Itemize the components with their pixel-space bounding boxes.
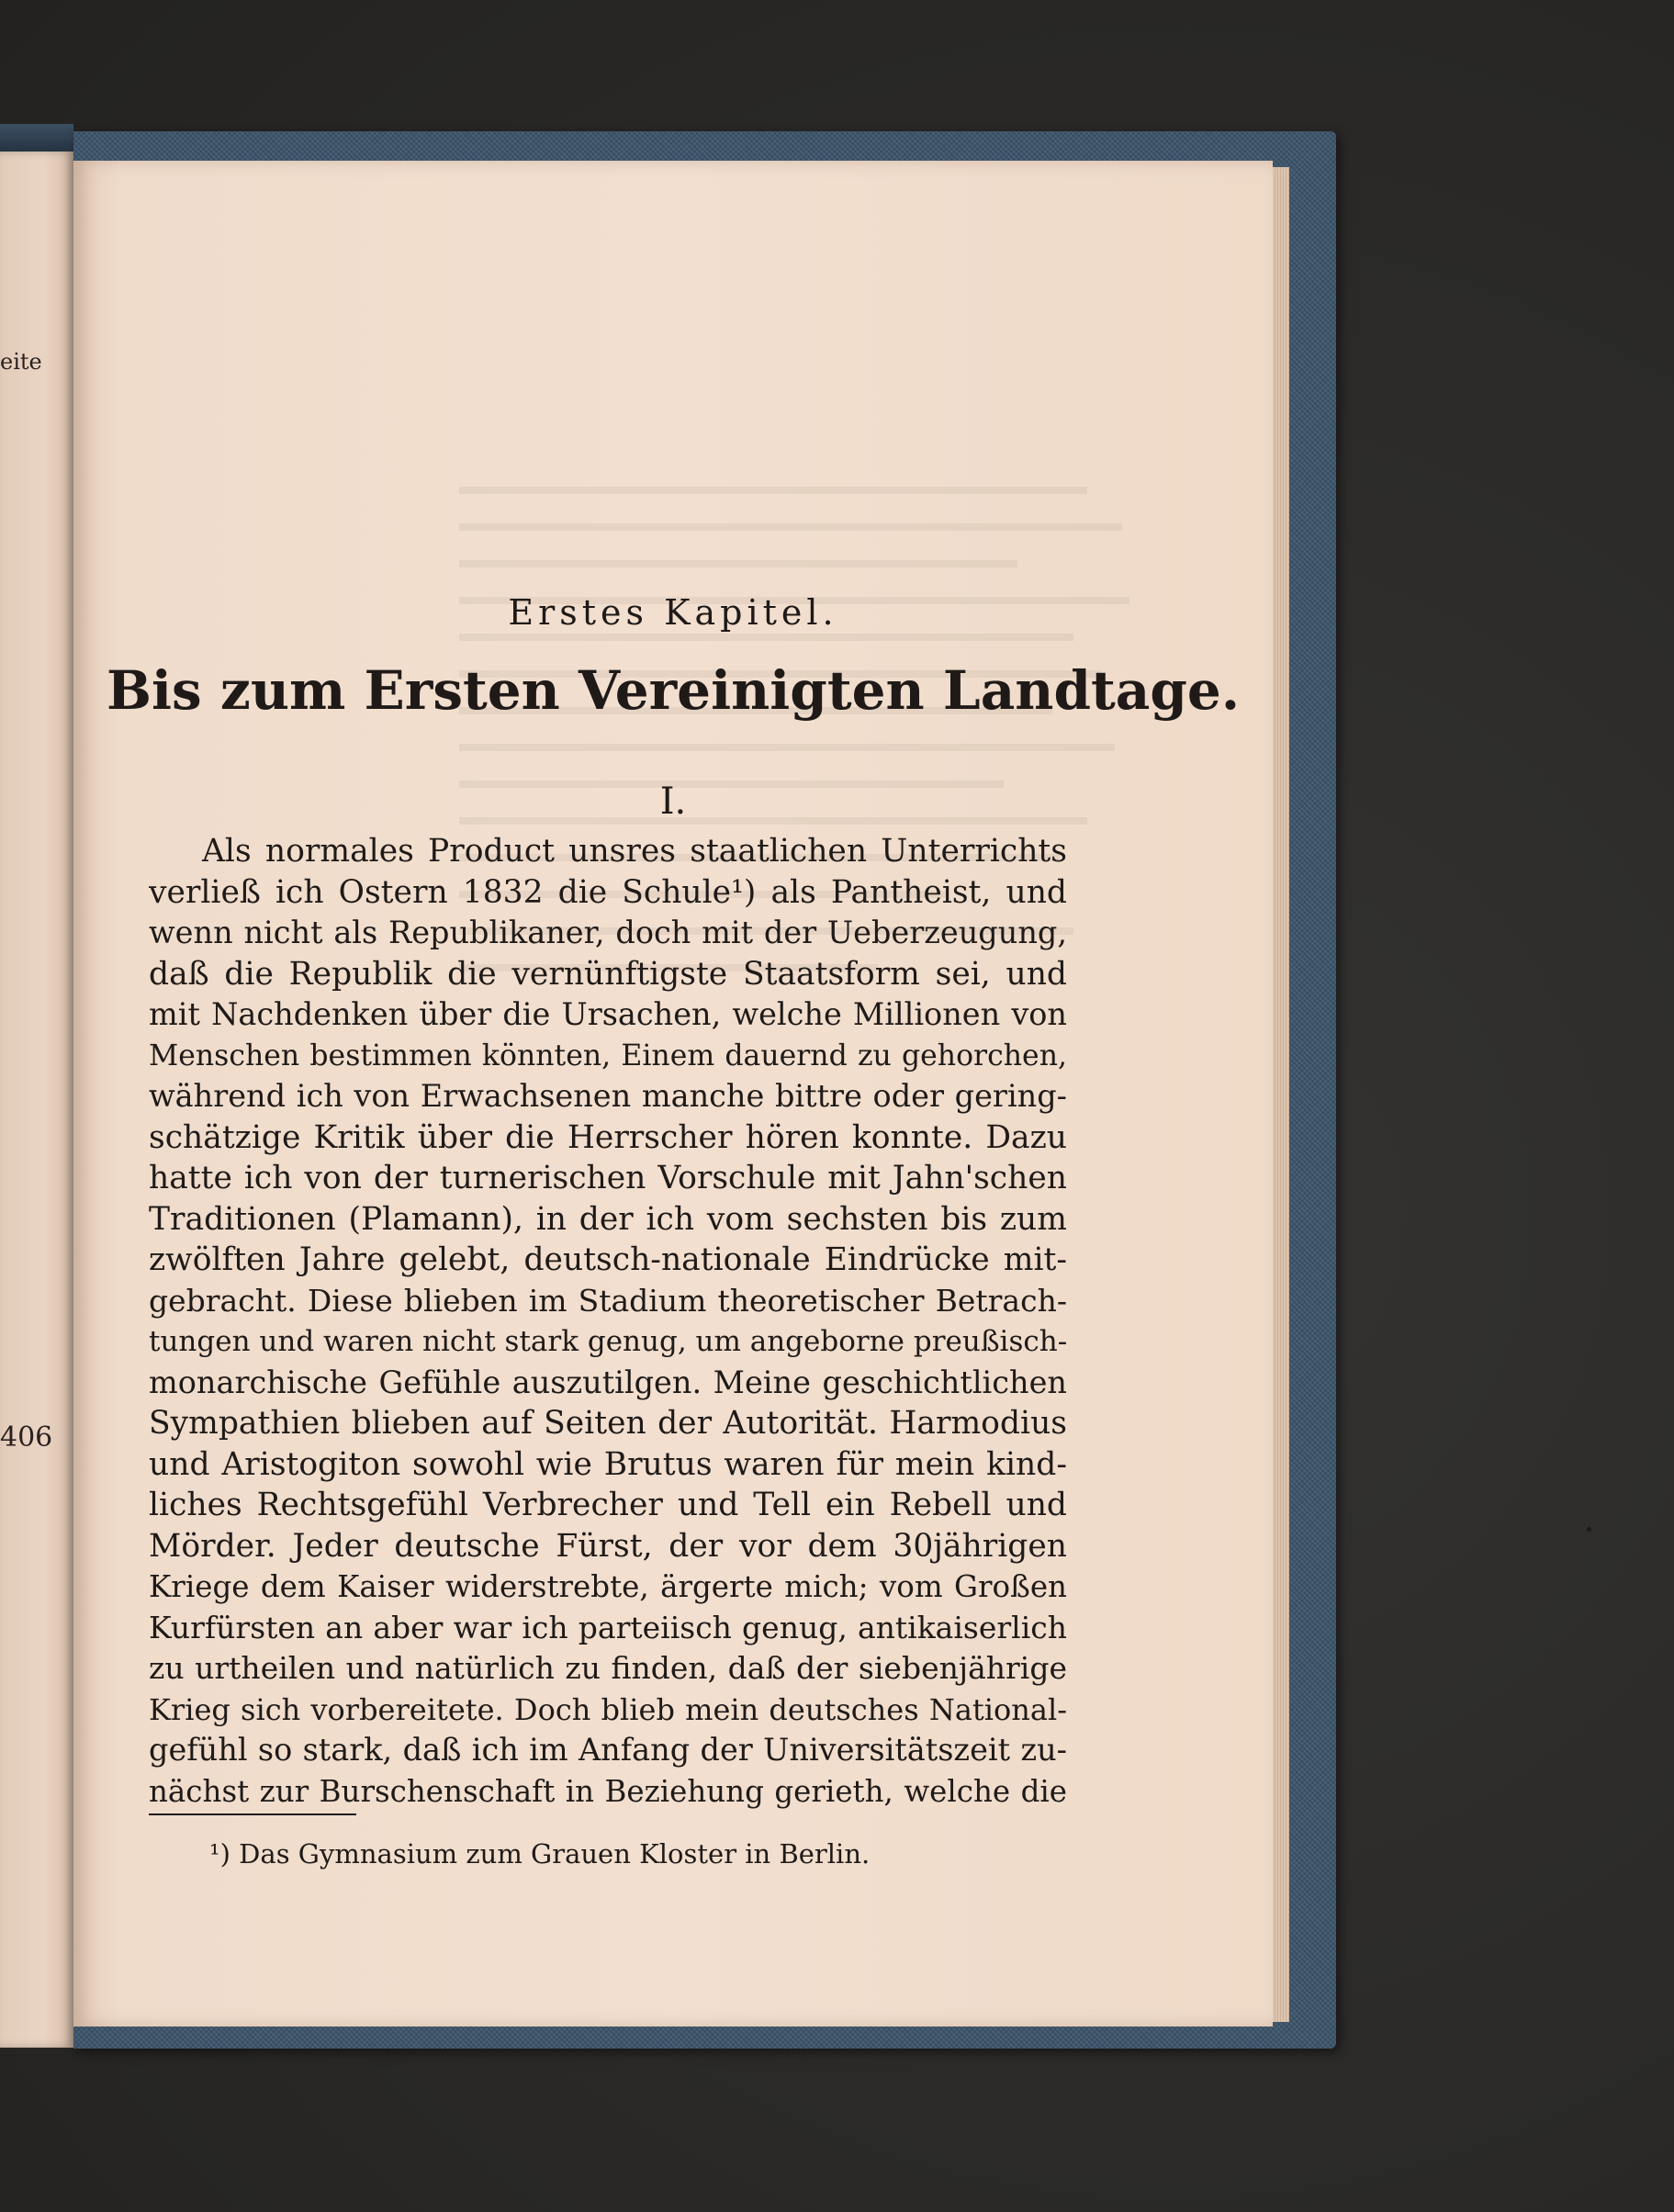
body-line: gefühl so stark, daß ich im Anfang der Universitätszeit zu-	[149, 1732, 1067, 1768]
body-line: schätzige Kritik über die Herrscher hören konnte. Dazu	[149, 1118, 1067, 1156]
body-line: Mörder. Jeder deutsche Fürst, der vor dem 30jährigen	[149, 1527, 1067, 1565]
body-line: zu urtheilen und natürlich zu finden, daß der siebenjährige	[149, 1650, 1067, 1686]
body-line: verließ ich Ostern 1832 die Schule¹) als Pantheist, und	[149, 873, 1067, 911]
footnote-rule	[149, 1813, 356, 1815]
body-line: Menschen bestimmen könnten, Einem dauernd zu gehorchen,	[149, 1039, 1067, 1072]
previous-page-fragment-text: eite	[0, 349, 42, 375]
footnote: ¹) Das Gymnasium zum Grauen Kloster in Berlin.	[209, 1838, 871, 1870]
body-line: monarchische Gefühle auszutilgen. Meine geschichtlichen	[149, 1364, 1067, 1400]
body-line: Sympathien blieben auf Seiten der Autorität. Harmodius	[149, 1405, 1067, 1442]
body-line: während ich von Erwachsenen manche bittre oder gering-	[149, 1078, 1067, 1114]
body-line: hatte ich von der turnerischen Vorschule mit Jahn'schen	[149, 1160, 1067, 1196]
body-line: gebracht. Diese blieben im Stadium theoretischer Betrach-	[149, 1282, 1067, 1319]
body-line: Als normales Product unsres staatlichen Unterrichts	[202, 833, 1067, 870]
body-line: Traditionen (Plamann), in der ich vom sechsten bis zum	[149, 1200, 1067, 1238]
left-book-binding	[0, 124, 73, 153]
body-line: daß die Republik die vernünftigste Staatsform sei, und	[149, 955, 1067, 993]
body-line: liches Rechtsgefühl Verbrecher und Tell ein Rebell und	[149, 1487, 1067, 1523]
body-line: Krieg sich vorbereitete. Doch blieb mein deutsches National-	[149, 1691, 1067, 1727]
body-line: wenn nicht als Republikaner, doch mit der Ueberzeugung,	[149, 915, 1067, 950]
body-line: tungen und waren nicht stark genug, um angeborne preußisch-	[149, 1325, 1067, 1358]
chapter-title: Bis zum Ersten Vereinigten Landtage.	[106, 659, 1241, 722]
chapter-label: Erstes Kapitel.	[508, 592, 838, 633]
previous-page-fragment-number: 406	[0, 1421, 53, 1454]
body-line: und Aristogiton sowohl wie Brutus waren für mein kind-	[149, 1445, 1067, 1483]
body-text	[149, 831, 1067, 1812]
dust-speck	[1587, 1527, 1591, 1532]
body-line: Kurfürsten an aber war ich parteiisch genug, antikaiserlich	[149, 1609, 1067, 1645]
body-line: Kriege dem Kaiser widerstrebte, ärgerte mich; vom Großen	[149, 1569, 1067, 1604]
body-line: nächst zur Burschenschaft in Beziehung gerieth, welche die	[149, 1773, 1067, 1809]
section-number: I.	[659, 780, 687, 823]
body-line: zwölften Jahre gelebt, deutsch-nationale Eindrücke mit-	[149, 1241, 1067, 1278]
body-line: mit Nachdenken über die Ursachen, welche Millionen von	[149, 996, 1067, 1032]
previous-page-edge	[0, 152, 73, 2048]
